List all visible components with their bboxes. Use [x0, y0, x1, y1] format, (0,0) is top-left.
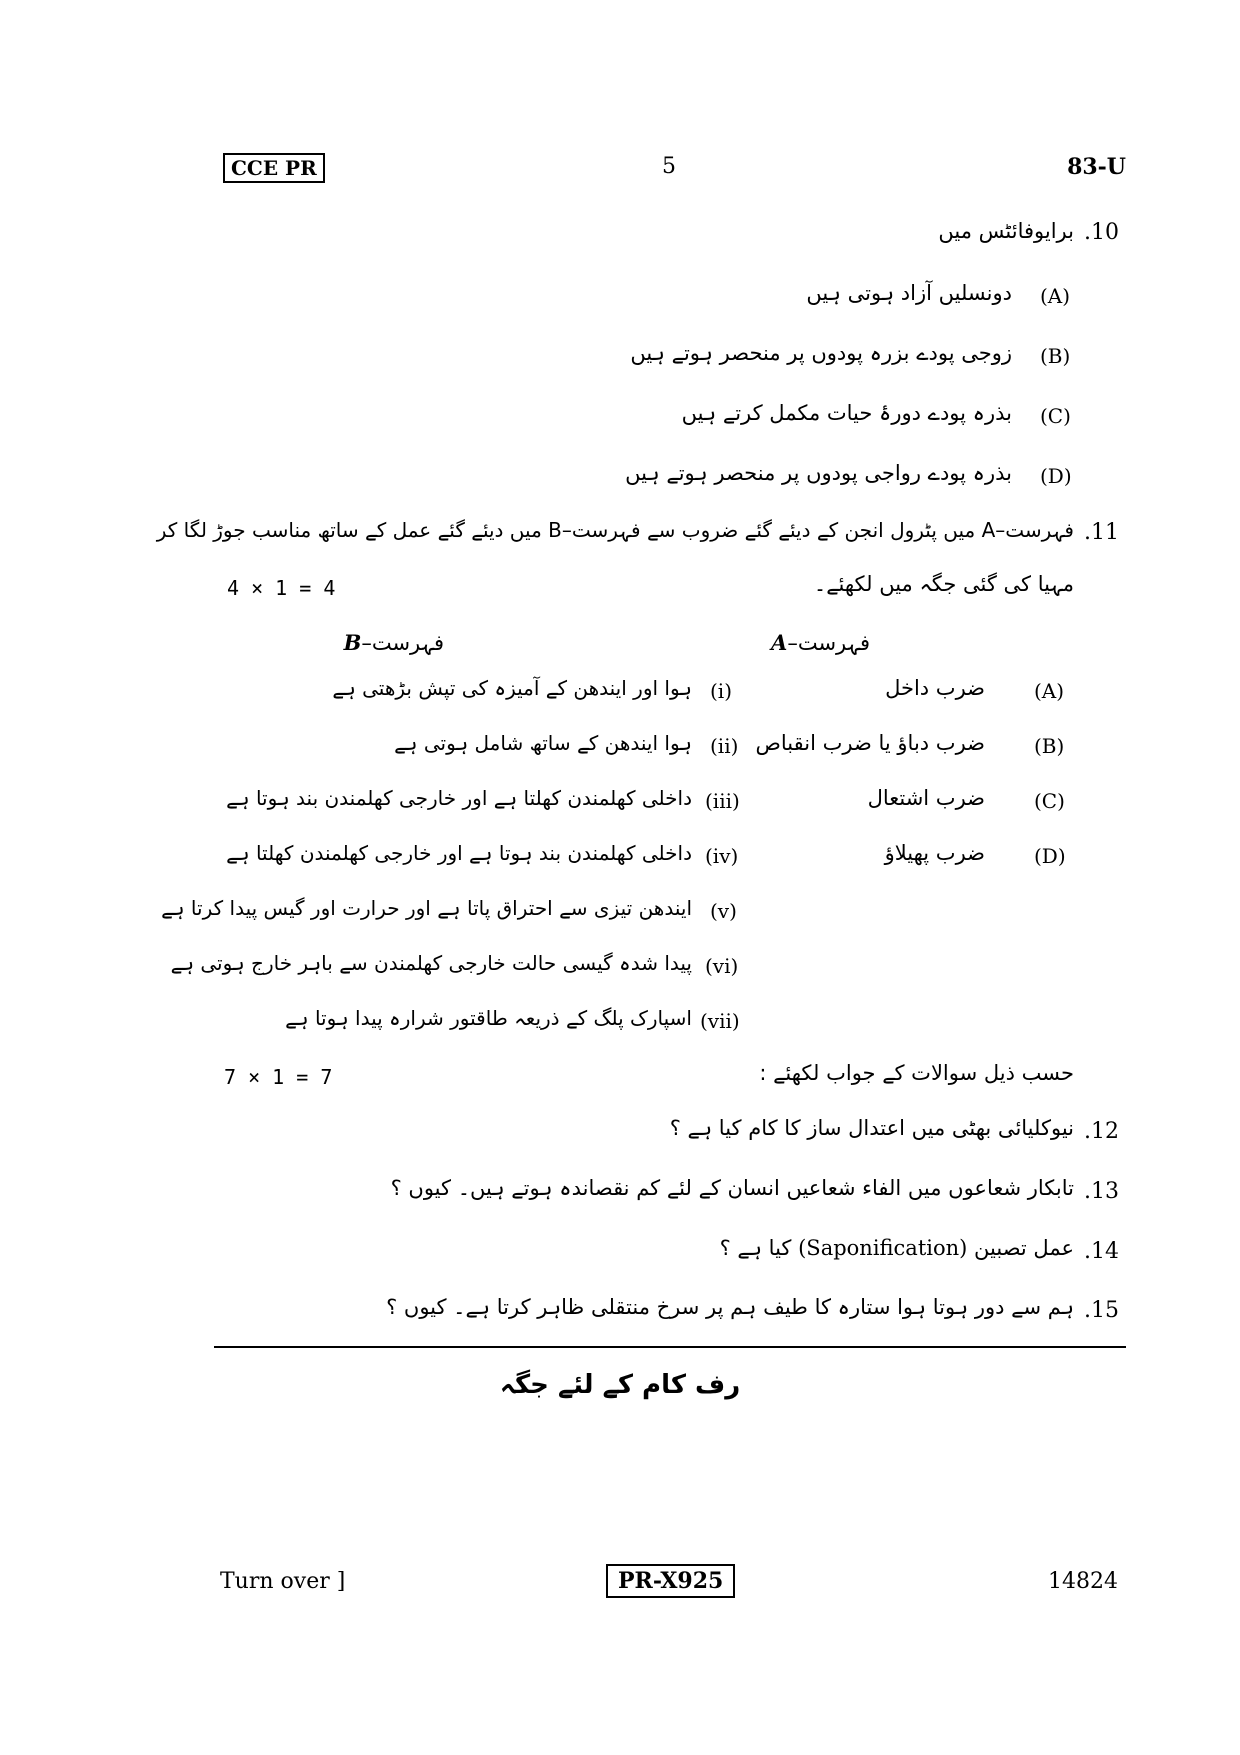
list-a-item: ضرب داخل: [885, 676, 985, 700]
list-b-item: داخلی کھلمندن کھلتا ہے اور خارجی کھلمندن بند ہوتا ہے: [226, 786, 692, 810]
list-a-item: ضرب اشتعال: [867, 786, 985, 810]
question-stem-line-1: فہرست–A میں پٹرول انجن کے دیئے گئے ضروب سے فہرست–B میں دیئے گئے عمل کے ساتھ مناسب جوڑ لگا کر: [156, 518, 1074, 542]
option-label: (A): [1040, 284, 1071, 308]
section-instruction: حسب ذیل سوالات کے جواب لکھئے :: [759, 1061, 1074, 1085]
list-a-label: (D): [1034, 844, 1066, 868]
option-text: بذرہ پودے دورۂ حیات مکمل کرتے ہیں: [681, 401, 1012, 425]
list-b-item: داخلی کھلمندن بند ہوتا ہے اور خارجی کھلمندن کھلتا ہے: [226, 841, 692, 865]
option-label: (C): [1040, 404, 1071, 428]
list-b-item: ہوا اور ایندھن کے آمیزہ کی تپش بڑھتی ہے: [332, 676, 692, 700]
option-text: بذرہ پودے رواجی پودوں پر منحصر ہوتے ہیں: [625, 461, 1012, 485]
list-b-item: پیدا شدہ گیسی حالت خارجی کھلمندن سے باہر خارج ہوتی ہے: [170, 951, 692, 975]
list-b-label: (iii): [705, 789, 740, 813]
list-b-item: ایندھن تیزی سے احتراق پاتا ہے اور حرارت اور گیس پیدا کرتا ہے: [161, 896, 692, 920]
list-a-label: (A): [1034, 679, 1065, 703]
serial-number: 14824: [1048, 1569, 1118, 1594]
list-b-label: (i): [710, 679, 733, 703]
question-number: .10: [1084, 220, 1119, 245]
option-text: دونسلیں آزاد ہوتی ہیں: [806, 281, 1012, 305]
series-code-box: PR-X925: [606, 1564, 735, 1598]
paper-code-box: CCE PR: [223, 153, 325, 183]
question-text: تابکار شعاعوں میں الفاء شعاعیں انسان کے لئے کم نقصاندہ ہوتے ہیں۔ کیوں ؟: [390, 1176, 1074, 1200]
list-a-label: (B): [1034, 734, 1065, 758]
list-b-label: (v): [710, 899, 737, 923]
turn-over-note: Turn over ]: [220, 1569, 346, 1594]
marks: 4 × 1 = 4: [227, 576, 336, 600]
list-a-label: (C): [1034, 789, 1065, 813]
list-b-label: (vii): [700, 1009, 740, 1033]
list-b-item: ہوا ایندھن کے ساتھ شامل ہوتی ہے: [394, 731, 692, 755]
question-number: .12: [1084, 1119, 1119, 1144]
option-label: (D): [1040, 464, 1072, 488]
option-label: (B): [1040, 344, 1071, 368]
question-text: نیوکلیائی بھٹی میں اعتدال ساز کا کام کیا ہے ؟: [669, 1116, 1074, 1140]
list-a-heading: فہرست–A: [771, 630, 870, 655]
question-number: .15: [1084, 1298, 1119, 1323]
rough-work-heading: رف کام کے لئے جگہ: [499, 1370, 741, 1400]
question-text: ہم سے دور ہوتا ہوا ستارہ کا طیف ہم پر سرخ منتقلی ظاہر کرتا ہے۔ کیوں ؟: [386, 1295, 1074, 1319]
list-a-item: ضرب دباؤ یا ضرب انقباص: [755, 731, 985, 755]
subject-code: 83-U: [1067, 154, 1126, 180]
question-stem: برایوفائٹس میں: [938, 219, 1074, 243]
option-text: زوجی پودے بزرہ پودوں پر منحصر ہوتے ہیں: [630, 341, 1012, 365]
list-b-label: (vi): [705, 954, 739, 978]
divider: [214, 1346, 1126, 1348]
question-number: .14: [1084, 1239, 1119, 1264]
list-b-label: (iv): [705, 844, 739, 868]
list-a-item: ضرب پھیلاؤ: [884, 841, 985, 865]
page-number: 5: [662, 154, 676, 179]
list-b-item: اسپارک پلگ کے ذریعہ طاقتور شرارہ پیدا ہوتا ہے: [285, 1006, 692, 1030]
list-b-label: (ii): [710, 734, 739, 758]
question-number: .11: [1084, 520, 1119, 545]
question-stem-line-2: مہیا کی گئی جگہ میں لکھئے۔: [813, 572, 1074, 596]
question-number: .13: [1084, 1179, 1119, 1204]
list-b-heading: فہرست–B: [343, 630, 444, 655]
question-text: عمل تصبین (Saponification) کیا ہے ؟: [719, 1236, 1074, 1260]
section-marks: 7 × 1 = 7: [224, 1065, 333, 1089]
